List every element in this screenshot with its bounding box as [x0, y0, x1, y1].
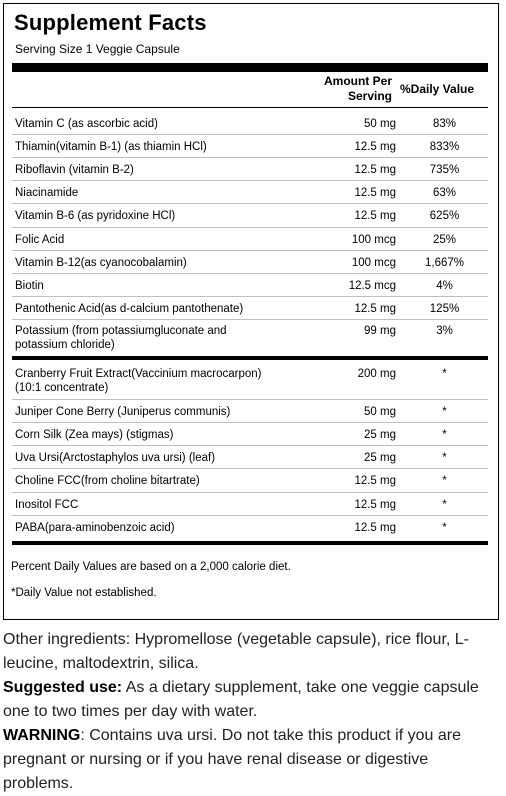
- ingredient-dv: *: [442, 499, 447, 511]
- header-divider: [12, 107, 488, 108]
- vitamins-table: [12, 112, 488, 356]
- warning-text: WARNING: Contains uva ursi. Do not take this product if you are pregnant or nursing or if you have renal disease or digestive problems.: [3, 727, 461, 792]
- other-ingredients-text: Other ingredients: Hypromellose (vegetable capsule), rice flour, L-leucine, maltodextrin, silica.: [3, 631, 469, 672]
- ingredient-name: Corn Silk (Zea mays) (stigmas): [15, 429, 174, 441]
- nutrient-name: Vitamin C (as ascorbic acid): [15, 118, 158, 130]
- nutrient-amount: 100 mcg: [351, 257, 396, 269]
- table-row: [12, 112, 488, 135]
- ingredient-name: PABA(para-aminobenzoic acid): [15, 522, 175, 534]
- suggested-use-label: Suggested use:: [3, 679, 123, 696]
- nutrient-name: Folic Acid: [15, 234, 65, 246]
- ingredient-amount: 12.5 mg: [354, 475, 396, 487]
- ingredient-dv: *: [442, 429, 447, 441]
- ingredient-dv: *: [442, 452, 447, 464]
- section-divider: [12, 356, 488, 360]
- nutrient-name: Potassium (from potassiumgluconate and potassium chloride): [15, 325, 227, 351]
- ingredient-amount: 25 mg: [364, 429, 396, 441]
- nutrient-dv: 625%: [429, 210, 460, 222]
- table-row: [12, 320, 488, 356]
- table-row: [12, 204, 488, 228]
- nutrient-amount: 50 mg: [364, 118, 396, 130]
- nutrient-amount: 12.5 mg: [354, 210, 396, 222]
- table-row: [12, 516, 488, 540]
- nutrient-amount: 99 mg: [364, 325, 396, 337]
- nutrient-name: Biotin: [15, 280, 44, 292]
- nutrient-dv: 125%: [429, 303, 460, 315]
- table-row: [12, 493, 488, 516]
- table-row: [12, 228, 488, 251]
- nutrient-amount: 12.5 mg: [354, 141, 396, 153]
- nutrient-dv: 63%: [432, 187, 457, 199]
- ingredient-dv: *: [442, 475, 447, 487]
- nutrient-amount: 100 mcg: [351, 234, 396, 246]
- ingredient-name: Cranberry Fruit Extract(Vaccinium macrocarpon) (10:1 concentrate): [15, 368, 262, 394]
- nutrient-name: Riboflavin (vitamin B-2): [15, 164, 134, 176]
- nutrient-dv: 83%: [432, 118, 457, 130]
- nutrient-dv: 1,667%: [424, 257, 464, 269]
- ingredient-name: Juniper Cone Berry (Juniperus communis): [15, 406, 231, 418]
- ingredient-amount: 12.5 mg: [354, 499, 396, 511]
- ingredient-dv: *: [442, 368, 447, 380]
- table-row: [12, 469, 488, 493]
- ingredient-amount: 200 mg: [357, 368, 396, 380]
- table-row: [12, 400, 488, 423]
- nutrient-dv: 833%: [429, 141, 460, 153]
- serving-size: Serving Size 1 Veggie Capsule: [15, 42, 180, 56]
- table-row: [12, 297, 488, 320]
- header-amount-per-serving: Amount Per Serving: [323, 74, 392, 103]
- ingredient-name: Uva Ursi(Arctostaphylos uva ursi) (leaf): [15, 452, 216, 464]
- nutrient-name: Vitamin B-12(as cyanocobalamin): [15, 257, 187, 269]
- suggested-use-text: Suggested use: As a dietary supplement, take one veggie capsule one to two times per day with water.: [3, 679, 479, 720]
- nutrient-amount: 12.5 mg: [354, 164, 396, 176]
- bottom-divider: [12, 541, 488, 545]
- ingredient-amount: 12.5 mg: [354, 522, 396, 534]
- ingredient-amount: 50 mg: [364, 406, 396, 418]
- ingredient-dv: *: [442, 522, 447, 534]
- nutrient-amount: 12.5 mg: [354, 187, 396, 199]
- nutrient-amount: 12.5 mg: [354, 303, 396, 315]
- table-row: [12, 274, 488, 297]
- thick-divider: [12, 63, 488, 72]
- daily-value-footnote: Percent Daily Values are based on a 2,000 calorie diet.: [11, 561, 291, 573]
- nutrient-name: Thiamin(vitamin B-1) (as thiamin HCl): [15, 141, 207, 153]
- nutrient-dv: 3%: [436, 325, 453, 337]
- table-row: [12, 135, 488, 158]
- ingredient-name: Choline FCC(from choline bitartrate): [15, 475, 200, 487]
- nutrient-dv: 735%: [429, 164, 460, 176]
- nutrient-dv: 4%: [436, 280, 453, 292]
- nutrient-name: Vitamin B-6 (as pyridoxine HCl): [15, 210, 176, 222]
- not-established-footnote: *Daily Value not established.: [11, 587, 157, 599]
- table-row: [12, 251, 488, 274]
- facts-title: Supplement Facts: [14, 10, 207, 35]
- header-daily-value: %Daily Value: [400, 82, 475, 96]
- ingredient-dv: *: [442, 406, 447, 418]
- nutrient-amount: 12.5 mcg: [348, 280, 396, 292]
- table-row: [12, 423, 488, 446]
- ingredient-amount: 25 mg: [364, 452, 396, 464]
- table-row: [12, 446, 488, 469]
- table-row: [12, 158, 488, 181]
- table-row: [12, 362, 488, 400]
- nutrient-name: Niacinamide: [15, 187, 79, 199]
- warning-label: WARNING: [3, 727, 81, 744]
- nutrient-dv: 25%: [432, 234, 457, 246]
- nutrient-name: Pantothenic Acid(as d-calcium pantothenate): [15, 303, 244, 315]
- ingredient-name: Inositol FCC: [15, 499, 79, 511]
- table-row: [12, 181, 488, 204]
- other-ingredients-table: [12, 362, 488, 540]
